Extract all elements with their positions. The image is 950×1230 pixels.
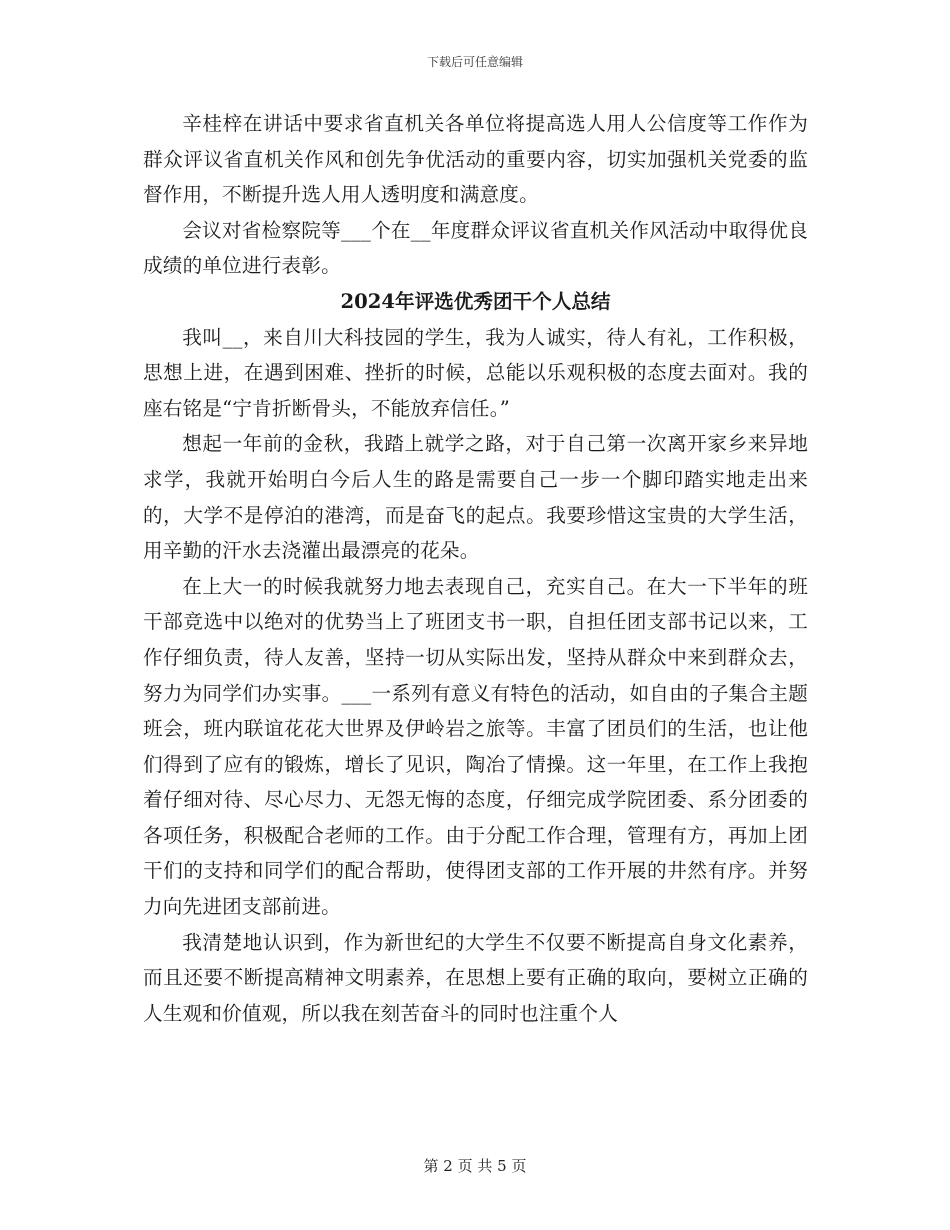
paragraph: 我叫__，来自川大科技园的学生，我为人诚实，待人有礼，工作积极，思想上进，在遇到困难、挫折的时候，总能以乐观积极的态度去面对。我的座右铭是“宁肯折断骨头，不能放弃信任。” bbox=[143, 325, 808, 420]
paragraph: 会议对省检察院等___个在__年度群众评议省直机关作风活动中取得优良成绩的单位进行表彰。 bbox=[143, 218, 808, 278]
paragraph: 我清楚地认识到，作为新世纪的大学生不仅要不断提高自身文化素养，而且还要不断提高精神文明素养，在思想上要有正确的取向，要树立正确的人生观和价值观，所以我在刻苦奋斗的同时也注重个人 bbox=[143, 930, 808, 1025]
paragraph: 想起一年前的金秋，我踏上就学之路，对于自己第一次离开家乡来异地求学，我就开始明白今后人生的路是需要自己一步一个脚印踏实地走出来的，大学不是停泊的港湾，而是奋飞的起点。我要珍惜这宝贵的大学生活，用辛勤的汗水去浇灌出最漂亮的花朵。 bbox=[143, 432, 808, 563]
section-title: 2024年评选优秀团干个人总结 bbox=[340, 289, 611, 313]
paragraph: 辛桂梓在讲话中要求省直机关各单位将提高选人用人公信度等工作作为群众评议省直机关作风和创先争优活动的重要内容，切实加强机关党委的监督作用，不断提升选人用人透明度和满意度。 bbox=[143, 112, 808, 207]
paragraph: 在上大一的时候我就努力地去表现自己，充实自己。在大一下半年的班干部竞选中以绝对的优势当上了班团支书一职，自担任团支部书记以来，工作仔细负责，待人友善，坚持一切从实际出发，坚持从群众中来到群众去，努力为同学们办实事。___一系列有意义有特色的活动，如自由的子集合主题班会，班内联谊花花大世界及伊岭岩之旅等。丰富了团员们的生活，也让他们得到了应有的锻炼，增长了见识，陶冶了情操。这一年里，在工作上我抱着仔细对待、尽心尽力、无怨无悔的态度，仔细完成学院团委、系分团委的各项任务，积极配合老师的工作。由于分配工作合理，管理有方，再加上团干们的支持和同学们的配合帮助，使得团支部的工作开展的井然有序。并努力向先进团支部前进。 bbox=[143, 574, 808, 919]
page-header-note: 下载后可任意编辑 bbox=[426, 55, 523, 69]
page-number: 第 2 页 共 5 页 bbox=[423, 1157, 527, 1175]
document-body bbox=[143, 106, 808, 1031]
